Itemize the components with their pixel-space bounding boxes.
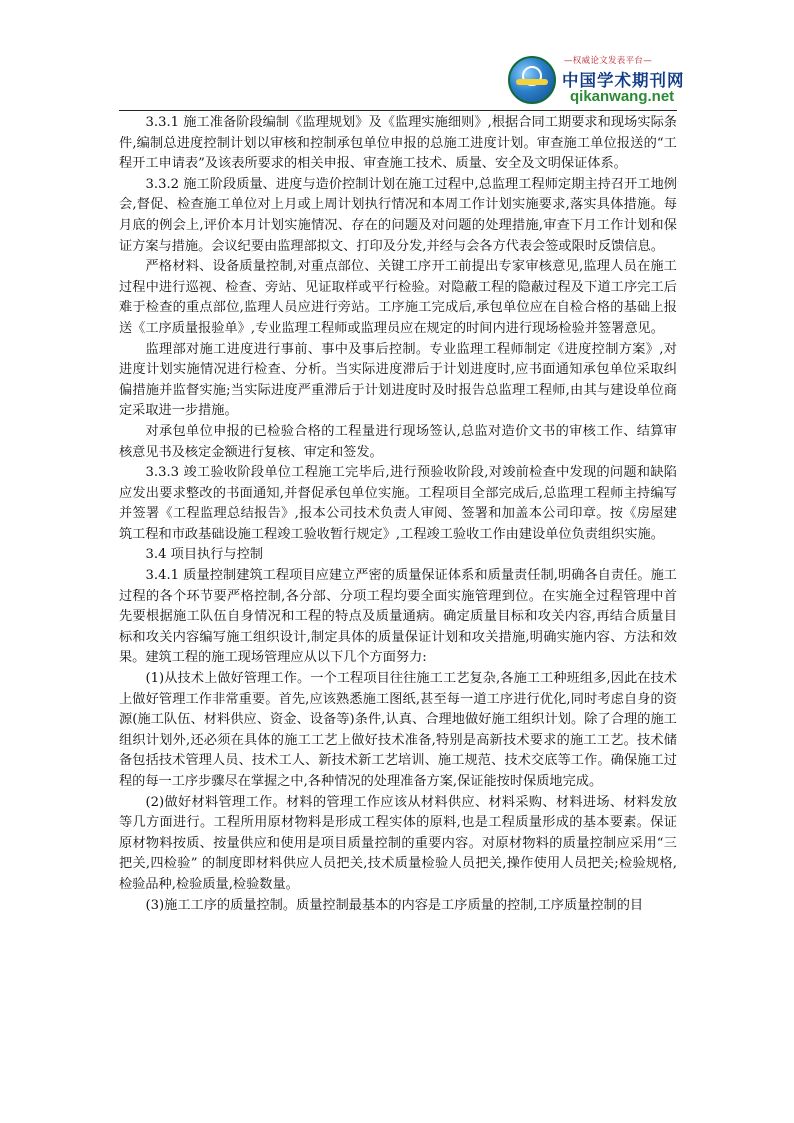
paragraph-item-3: (3)施工工序的质量控制。质量控制最基本的内容是工序质量的控制,工序质量控制的目	[145, 897, 644, 913]
page-header	[0, 0, 794, 112]
paragraph-item-1: (1)从技术上做好管理工作。一个工程项目往往施工工艺复杂,各施工工种班组多,因此在技术上做好管理工作非常重要。首先,应该熟悉施工图纸,甚至每一道工序进行优化,同时考虑自身的资源(施工队伍、材料供应、资金、设备等)条件,认真、合理地做好施工组织计划。除了合理的施工组织计划外,还必须在具体的施工工艺上做好技术准备,特别是高新技术要求的施工工艺。技术储备包括技术管理人员、技术工人、新技术新工艺培训、施工规范、技术交底等工作。确保施工过程的每一工序步骤尽在掌握之中,各种情况的处理准备方案,保证能按时保质地完成。	[119, 671, 677, 789]
emblem-band	[516, 79, 548, 85]
site-logo[interactable]	[508, 54, 685, 110]
logo-name: 中国学术期刊网	[562, 71, 685, 90]
paragraph-progress-control: 监理部对施工进度进行事前、事中及事后控制。专业监理工程师制定《进度控制方案》,对进度计划实施情况进行检查、分析。当实际进度滞后于计划进度时,应书面通知承包单位采取纠偏措施并监督实施;当实际进度严重滞后于计划进度时及时报告总监理工程师,由其与建设单位商定采取进一步措施。	[119, 341, 677, 419]
paragraph-quantity-signoff: 对承包单位申报的已检验合格的工程量进行现场签认,总监对造价文书的审核工作、结算审核意见书及核定金额进行复核、审定和签发。	[119, 423, 677, 460]
logo-url[interactable]: qikanwang.net	[570, 88, 675, 105]
paragraph-3-3-1: 3.3.1 施工准备阶段编制《监理规划》及《监理实施细则》,根据合同工期要求和现场实际条件,编制总进度控制计划以审核和控制承包单位申报的总施工进度计划。审查施工单位报送的“工程开工申请表”及该表所要求的相关申报、审查施工技术、质量、安全及文明保证体系。	[119, 115, 677, 172]
document-body	[119, 113, 677, 916]
paragraph-item-2: (2)做好材料管理工作。材料的管理工作应该从材料供应、材料采购、材料进场、材料发放等几方面进行。工程所用原材物料是形成工程实体的原料,也是工程质量形成的基本要素。保证原材物料按质、按量供应和使用是项目质量控制的重要内容。对原材物料的质量控制应采用“三把关,四检验” 的制度即材料供应人员把关,技术质量检验人员把关,操作使用人员把关;检验规格,检验品种,检验质量,检验数量。	[119, 794, 677, 892]
section-heading-3-4: 3.4 项目执行与控制	[145, 547, 263, 563]
paragraph-3-3-3: 3.3.3 竣工验收阶段单位工程施工完毕后,进行预验收阶段,对竣前检查中发现的问题和缺陷应发出要求整改的书面通知,并督促承包单位实施。工程项目全部完成后,总监理工程师主持编写并签署《工程监理总结报告》,报本公司技术负责人审阅、签署和加盖本公司印章。按《房屋建筑工程和市政基础设施工程竣工验收暂行规定》,工程竣工验收工作由建设单位负责组织实施。	[119, 465, 677, 542]
paragraph-material-control: 严格材料、设备质量控制,对重点部位、关键工序开工前提出专家审核意见,监理人员在施工过程中进行巡视、检查、旁站、见证取样或平行检验。对隐蔽工程的隐蔽过程及下道工序完工后难于检查的重点部位,监理人员应进行旁站。工序施工完成后,承包单位应在自检合格的基础上报送《工序质量报验单》,专业监理工程师或监理员应在规定的时间内进行现场检验并签署意见。	[119, 259, 677, 336]
paragraph-3-3-2: 3.3.2 施工阶段质量、进度与造价控制计划在施工过程中,总监理工程师定期主持召开工地例会,督促、检查施工单位对上月或上周计划执行情况和本周工作计划实施要求,落实具体措施。每月底的例会上,评价本月计划实施情况、存在的问题及对问题的处理措施,审查下月工作计划和保证方案与措施。会议纪要由监理部拟文、打印及分发,并经与会各方代表会签或限时反馈信息。	[119, 176, 677, 254]
globe-emblem-icon	[508, 56, 556, 104]
paragraph-3-4-1: 3.4.1 质量控制建筑工程项目应建立严密的质量保证体系和质量责任制,明确各自责任。施工过程的各个环节要严格控制,各分部、分项工程均要全面实施管理到位。在实施全过程管理中首先要根据施工队伍自身情况和工程的特点及质量通病。确定质量目标和攻关内容,再结合质量目标和攻关内容编写施工组织设计,制定具体的质量保证计划和攻关措施,明确实施内容、方法和效果。建筑工程的施工现场管理应从以下几个方面努力:	[119, 568, 677, 666]
logo-tagline: —权威论文发表平台—	[564, 56, 653, 66]
header-rule	[119, 110, 677, 111]
